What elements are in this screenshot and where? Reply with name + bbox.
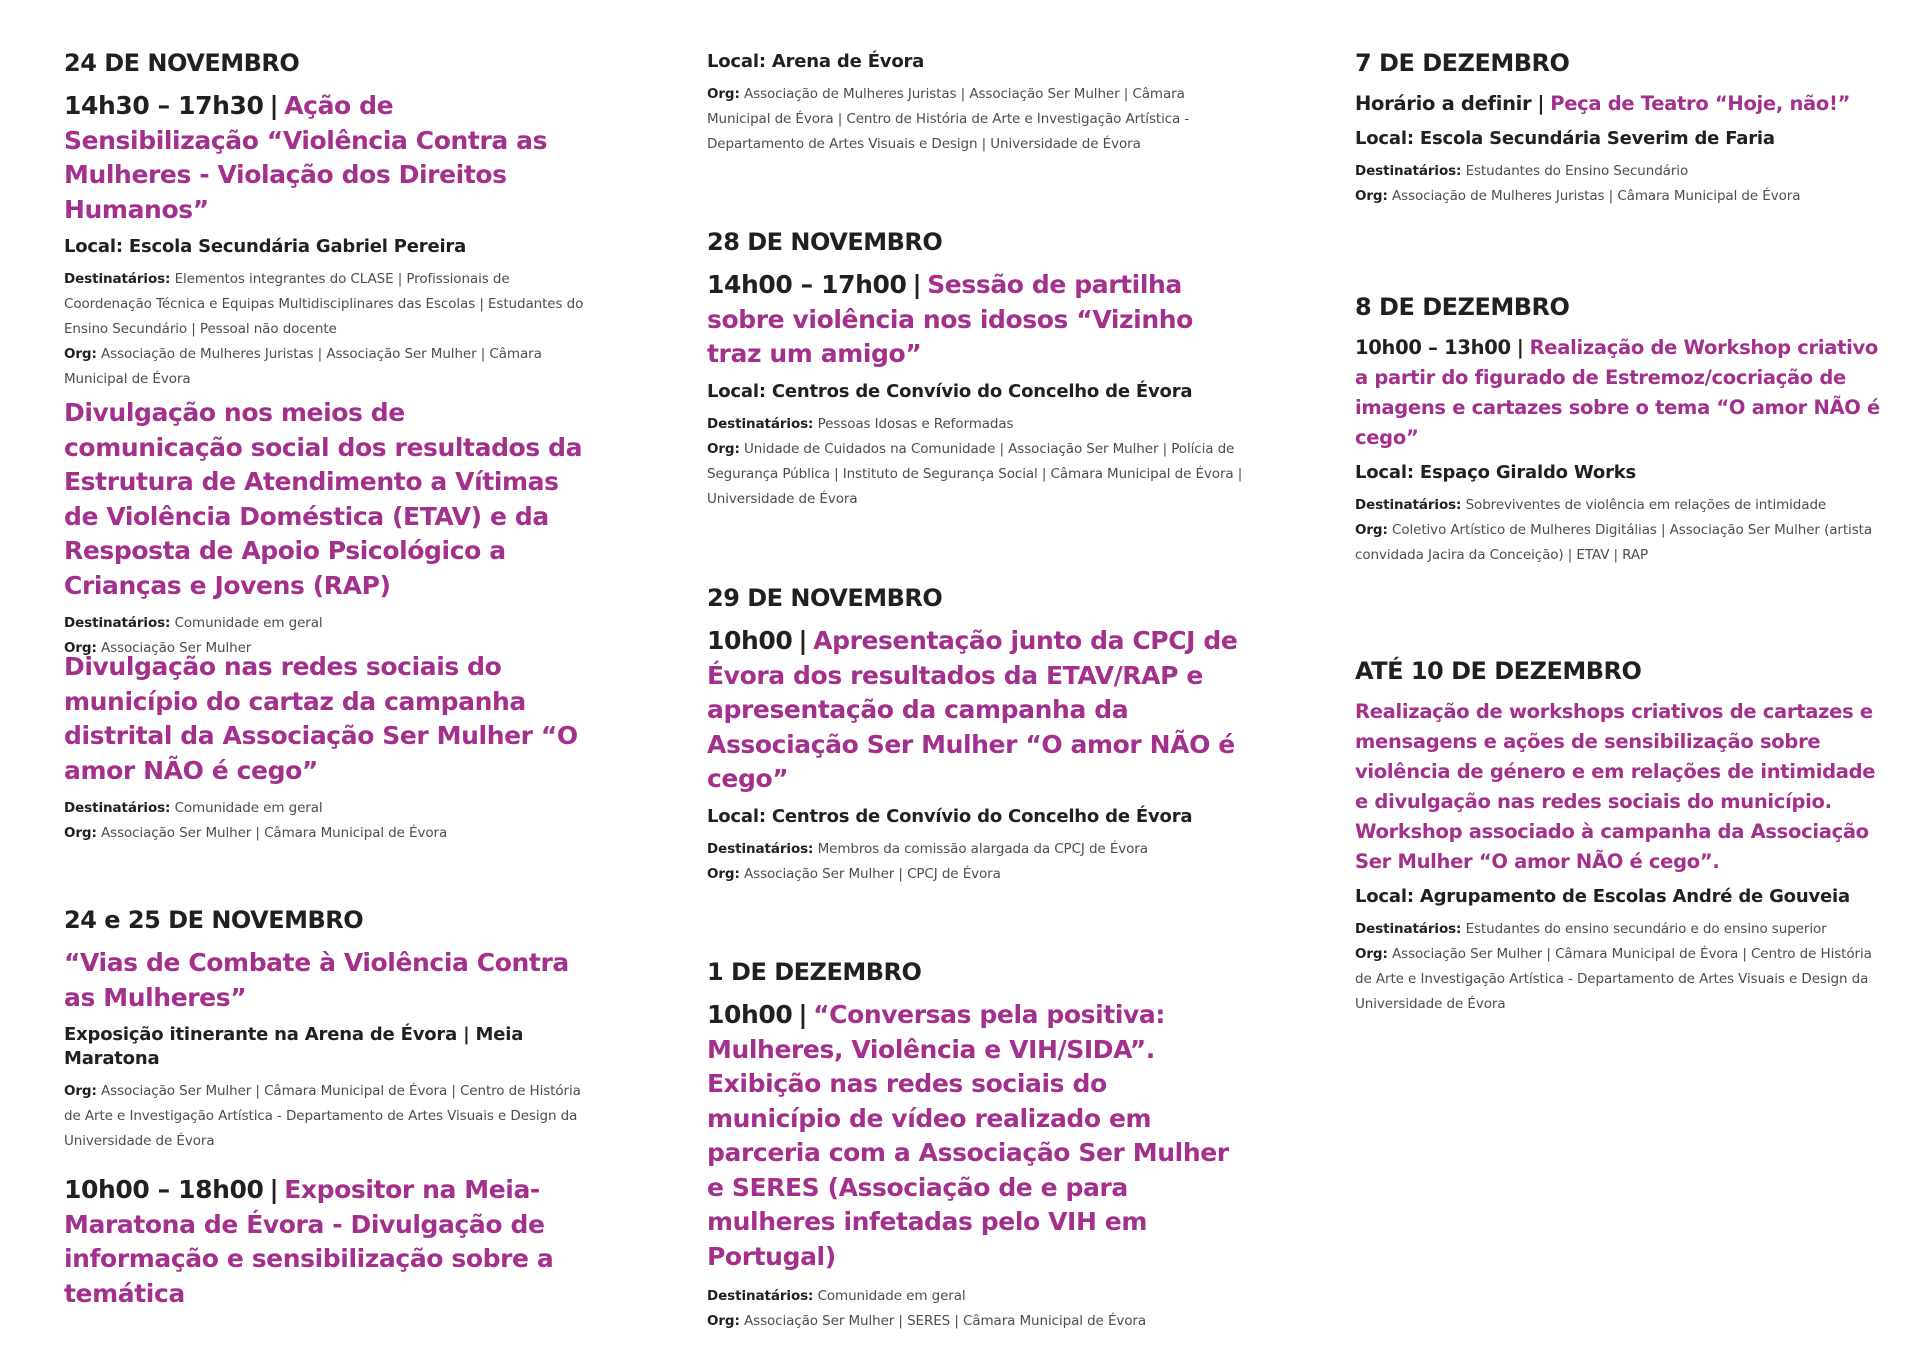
event-organizers — [707, 82, 1247, 157]
separator: | — [912, 270, 922, 299]
event-title: Realização de workshops criativos de cartazes e mensagens e ações de sensibilização sobre violência de género e em relações de intimidade e divulgação nas redes sociais do município. Workshop associado à campanha da Associação Ser Mulher “O amor NÃO é cego”. — [1355, 700, 1876, 873]
date-heading: 24 e 25 DE NOVEMBRO — [64, 906, 364, 934]
org-text: Associação de Mulheres Juristas | Câmara Municipal de Évora — [1392, 188, 1801, 204]
org-text: Coletivo Artístico de Mulheres Digitálias | Associação Ser Mulher (artista convidada Jacira da Conceição) | ETAV | RAP — [1355, 522, 1873, 563]
event-audience — [1355, 493, 1885, 518]
event-organizers — [64, 821, 584, 846]
org-text: Associação Ser Mulher | SERES | Câmara Municipal de Évora — [744, 1313, 1147, 1329]
event-block-1 — [64, 48, 584, 392]
audience-label: Destinatários: — [1355, 921, 1462, 937]
event-block-10 — [1355, 292, 1885, 568]
org-label: Org: — [64, 640, 97, 656]
separator: | — [1537, 92, 1545, 115]
audience-text: Estudantes do ensino secundário e do ensino superior — [1465, 921, 1827, 937]
audience-label: Destinatários: — [1355, 163, 1462, 179]
event-title — [64, 1173, 584, 1311]
event-name: Peça de Teatro “Hoje, não!” — [1550, 92, 1851, 115]
audience-label: Destinatários: — [1355, 497, 1462, 513]
event-organizers — [707, 862, 1247, 887]
event-audience — [707, 412, 1247, 437]
org-text: Associação de Mulheres Juristas | Associação Ser Mulher | Câmara Municipal de Évora | Centro de História de Arte e Investigação Artística - Departamento de Artes Visuais e Design | Universidade de Évora — [707, 86, 1190, 152]
event-location: Exposição itinerante na Arena de Évora | Meia Maratona — [64, 1024, 524, 1069]
separator: | — [269, 1175, 279, 1204]
event-block-2 — [64, 396, 584, 661]
audience-label: Destinatários: — [707, 840, 814, 857]
event-organizers — [707, 437, 1247, 512]
date-heading: 28 DE NOVEMBRO — [707, 228, 943, 256]
event-title: Divulgação nos meios de comunicação social dos resultados da Estrutura de Atendimento a Vítimas de Violência Doméstica (ETAV) e da Resposta de Apoio Psicológico a Crianças e Jovens (RAP) — [64, 398, 583, 600]
audience-label: Destinatários: — [64, 800, 171, 816]
event-organizers — [1355, 184, 1885, 209]
org-text: Associação Ser Mulher | Câmara Municipal de Évora | Centro de História de Arte e Investigação Artística - Departamento de Artes Visuais e Design da Universidade de Évora — [64, 1083, 581, 1149]
event-block-4 — [64, 905, 584, 1154]
event-organizers — [64, 1079, 584, 1154]
event-name: Ação de Sensibilização “Violência Contra as Mulheres - Violação dos Direitos Humanos” — [64, 91, 548, 224]
separator: | — [798, 1000, 808, 1029]
event-audience — [1355, 917, 1885, 942]
event-organizers — [707, 1309, 1247, 1334]
org-label: Org: — [1355, 188, 1388, 204]
audience-text: Pessoas Idosas e Reformadas — [817, 415, 1014, 432]
event-block-7 — [707, 583, 1247, 887]
event-name: Sessão de partilha sobre violência nos idosos “Vizinho traz um amigo” — [707, 270, 1193, 368]
org-text: Associação de Mulheres Juristas | Associação Ser Mulher | Câmara Municipal de Évora — [64, 346, 542, 387]
event-time: 14h30 – 17h30 — [64, 91, 264, 120]
event-organizers — [1355, 518, 1885, 568]
date-heading: 8 DE DEZEMBRO — [1355, 293, 1570, 321]
event-title — [1355, 333, 1885, 453]
org-label: Org: — [1355, 946, 1388, 962]
date-heading: 1 DE DEZEMBRO — [707, 958, 922, 986]
org-text: Associação Ser Mulher | Câmara Municipal de Évora | Centro de História de Arte e Investigação Artística - Departamento de Artes Visuais e Design da Universidade de Évora — [1355, 946, 1872, 1012]
org-text: Associação Ser Mulher | CPCJ de Évora — [744, 865, 1001, 882]
date-heading: 24 DE NOVEMBRO — [64, 49, 300, 77]
audience-label: Destinatários: — [707, 415, 814, 432]
audience-text: Membros da comissão alargada da CPCJ de Évora — [817, 840, 1148, 857]
event-location: Local: Arena de Évora — [707, 51, 925, 72]
audience-text: Estudantes do Ensino Secundário — [1465, 163, 1689, 179]
event-audience — [64, 267, 584, 342]
audience-text: Comunidade em geral — [174, 615, 323, 631]
event-title: Divulgação nas redes sociais do município do cartaz da campanha distrital da Associação Ser Mulher “O amor NÃO é cego” — [64, 652, 578, 785]
audience-text: Elementos integrantes do CLASE | Profissionais de Coordenação Técnica e Equipas Multidisciplinares das Escolas | Estudantes do Ensino Secundário | Pessoal não docente — [64, 271, 584, 337]
event-organizers — [64, 342, 584, 392]
audience-text: Sobreviventes de violência em relações de intimidade — [1465, 497, 1827, 513]
event-location: Local: Centros de Convívio do Concelho de Évora — [707, 805, 1193, 827]
event-location: Local: Escola Secundária Gabriel Pereira — [64, 236, 467, 257]
event-audience — [707, 837, 1247, 862]
date-heading: ATÉ 10 DE DEZEMBRO — [1355, 657, 1642, 685]
audience-label: Destinatários: — [64, 615, 171, 631]
event-block-11 — [1355, 656, 1885, 1017]
event-name: Expositor na Meia-Maratona de Évora - Divulgação de informação e sensibilização sobre a temática — [64, 1175, 554, 1308]
event-title: “Vias de Combate à Violência Contra as Mulheres” — [64, 948, 569, 1012]
audience-text: Comunidade em geral — [174, 800, 323, 816]
org-label: Org: — [1355, 522, 1388, 538]
event-time: 10h00 — [707, 626, 793, 655]
event-block-6 — [707, 227, 1247, 512]
event-block-3 — [64, 650, 584, 846]
audience-label: Destinatários: — [707, 1288, 814, 1304]
audience-label: Destinatários: — [64, 271, 171, 287]
event-time: Horário a definir — [1355, 92, 1532, 115]
org-text: Associação Ser Mulher | Câmara Municipal de Évora — [101, 825, 448, 841]
event-location: Local: Escola Secundária Severim de Faria — [1355, 128, 1775, 149]
event-title — [707, 998, 1247, 1274]
org-text: Unidade de Cuidados na Comunidade | Associação Ser Mulher | Polícia de Segurança Pública | Instituto de Segurança Social | Câmara Municipal de Évora | Universidade de Évora — [707, 440, 1243, 507]
event-block-9 — [1355, 48, 1885, 209]
org-label: Org: — [707, 1313, 740, 1329]
separator: | — [1516, 336, 1524, 359]
event-name: “Conversas pela positiva: Mulheres, Violência e VIH/SIDA”. Exibição nas redes sociais do município de vídeo realizado em parceria com a Associação Ser Mulher e SERES (Associação de e para mulheres infetadas pelo VIH em Portugal) — [707, 1000, 1229, 1271]
event-audience — [64, 796, 584, 821]
org-label: Org: — [64, 1083, 97, 1099]
event-location: Local: Espaço Giraldo Works — [1355, 462, 1637, 483]
event-title — [707, 624, 1247, 797]
org-label: Org: — [64, 825, 97, 841]
event-time: 14h00 – 17h00 — [707, 270, 907, 299]
separator: | — [269, 91, 279, 120]
org-label: Org: — [707, 440, 740, 457]
event-title — [707, 268, 1247, 372]
event-location: Local: Agrupamento de Escolas André de Gouveia — [1355, 886, 1850, 907]
event-block-5 — [64, 1173, 584, 1319]
separator: | — [798, 626, 808, 655]
event-audience — [707, 1284, 1247, 1309]
event-audience — [1355, 159, 1885, 184]
event-location: Local: Centros de Convívio do Concelho de Évora — [707, 380, 1193, 402]
org-label: Org: — [707, 86, 740, 102]
event-organizers — [1355, 942, 1885, 1017]
event-audience — [64, 611, 584, 636]
event-title — [1355, 89, 1885, 119]
event-name: Apresentação junto da CPCJ de Évora dos resultados da ETAV/RAP e apresentação da campanha da Associação Ser Mulher “O amor NÃO é cego” — [707, 626, 1238, 793]
date-heading: 29 DE NOVEMBRO — [707, 584, 943, 612]
date-heading: 7 DE DEZEMBRO — [1355, 49, 1570, 77]
event-title — [64, 89, 584, 227]
org-text: Associação Ser Mulher — [101, 640, 252, 656]
event-time: 10h00 – 13h00 — [1355, 336, 1511, 359]
event-block-8 — [707, 957, 1247, 1334]
audience-text: Comunidade em geral — [817, 1288, 966, 1304]
event-time: 10h00 — [707, 1000, 793, 1029]
event-block-5-cont — [707, 50, 1247, 157]
event-name: Realização de Workshop criativo a partir do figurado de Estremoz/cocriação de imagens e cartazes sobre o tema “O amor NÃO é cego” — [1355, 336, 1880, 449]
event-time: 10h00 – 18h00 — [64, 1175, 264, 1204]
org-label: Org: — [707, 865, 740, 882]
org-label: Org: — [64, 346, 97, 362]
